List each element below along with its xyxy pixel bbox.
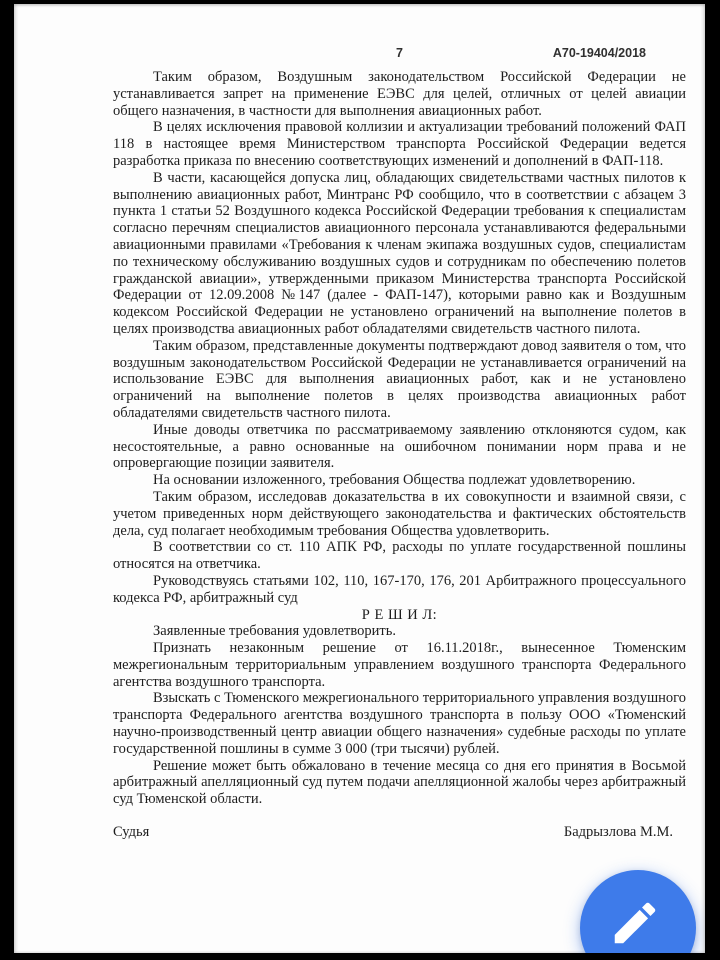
document: [113, 4, 686, 841]
resolution-heading: Р Е Ш И Л:: [361, 606, 438, 623]
document-paragraph: На основании изложенного, требования Общества подлежат удовлетворению.: [153, 472, 636, 489]
document-paragraph: Таким образом, представленные документы подтверждают довод заявителя о том, что воздушным законодательством Российской Федерации не устанавливается ограничений на использование ЕЭВС для выполнения авиационных работ, как и не установлено ограничений на выполнение полетов в целях производства авиационных работ обладателями свидетельств частного пилота.: [113, 337, 686, 421]
signature-role: Судья: [113, 824, 150, 841]
document-paragraph: Решение может быть обжаловано в течение месяца со дня его принятия в Восьмой арбитражный апелляционный суд путем подачи апелляционной жалобы через арбитражный суд Тюменской области.: [113, 757, 686, 808]
page-number: 7: [396, 46, 403, 60]
document-page: [14, 4, 705, 953]
signature-name: Бадрызлова М.М.: [563, 824, 673, 841]
signature-row: [113, 824, 686, 841]
document-paragraph: В соответствии со ст. 110 АПК РФ, расходы по уплате государственной пошлины относятся на ответчика.: [113, 539, 686, 573]
document-header: [113, 46, 686, 63]
document-paragraph: Таким образом, исследовав доказательства в их совокупности и взаимной связи, с учетом приведенных норм действующего законодательства и фактических обстоятельств дела, суд полагает необходимым требования Общества удовлетворить.: [113, 488, 686, 539]
edit-fab-button[interactable]: [580, 870, 696, 953]
pencil-icon: [608, 896, 662, 950]
case-number: А70-19404/2018: [552, 46, 646, 60]
document-paragraph: В целях исключения правовой коллизии и актуализации требований положений ФАП 118 в настоящее время Министерством транспорта Российской Федерации ведется разработка приказа по внесению соответствующих изменений и дополнений в ФАП-118.: [113, 119, 686, 169]
document-paragraph: Иные доводы ответчика по рассматриваемому заявлению отклоняются судом, как несостоятельные, а равно основанные на ошибочном понимании норм права и не опровергающие позиции заявителя.: [113, 421, 686, 472]
document-paragraph: Признать незаконным решение от 16.11.2018г., вынесенное Тюменским межрегиональным территориальным управлением воздушного транспорта Федерального агентства воздушного транспорта.: [113, 640, 686, 690]
document-paragraph: Взыскать с Тюменского межрегионального территориального управления воздушного транспорта Федерального агентства воздушного транспорта в пользу ООО «Тюменский научно-производственный центр авиации общего назначения» судебные расходы по уплате государственной пошлины в сумме 3 000 (три тысячи) рублей.: [113, 690, 686, 757]
paragraphs-after-resolution: [113, 623, 686, 808]
document-body: [113, 69, 686, 841]
document-paragraph: В части, касающейся допуска лиц, обладающих свидетельствами частных пилотов к выполнению авиационных работ, Минтранс РФ сообщило, что в соответствии с абзацем 3 пункта 1 статьи 52 Воздушного кодекса Российской Федерации требования к специалистам согласно перечням специалистов авиационного персонала устанавливаются федеральными авиационными правилами «Требования к членам экипажа воздушных судов, специалистам по техническому обслуживанию воздушных судов и сотрудникам по обеспечению полетов гражданской авиации», утвержденными приказом Министерства транспорта Российской Федерации от 12.09.2008 №147 (далее - ФАП-147), которыми равно как и Воздушным кодексом Российской Федерации не установлено ограничений на выполнение полетов в целях производства авиационных работ обладателями свидетельств частного пилота.: [113, 169, 686, 337]
document-paragraph: Таким образом, Воздушным законодательством Российской Федерации не устанавливается запрет на применение ЕЭВС для целей, отличных от целей авиации общего назначения, в частности для выполнения авиационных работ.: [113, 69, 686, 119]
paragraphs-before-resolution: [113, 69, 686, 607]
document-paragraph: Руководствуясь статьями 102, 110, 167-170, 176, 201 Арбитражного процессуального кодекса РФ, арбитражный суд: [113, 572, 686, 606]
document-paragraph: Заявленные требования удовлетворить.: [153, 623, 396, 640]
